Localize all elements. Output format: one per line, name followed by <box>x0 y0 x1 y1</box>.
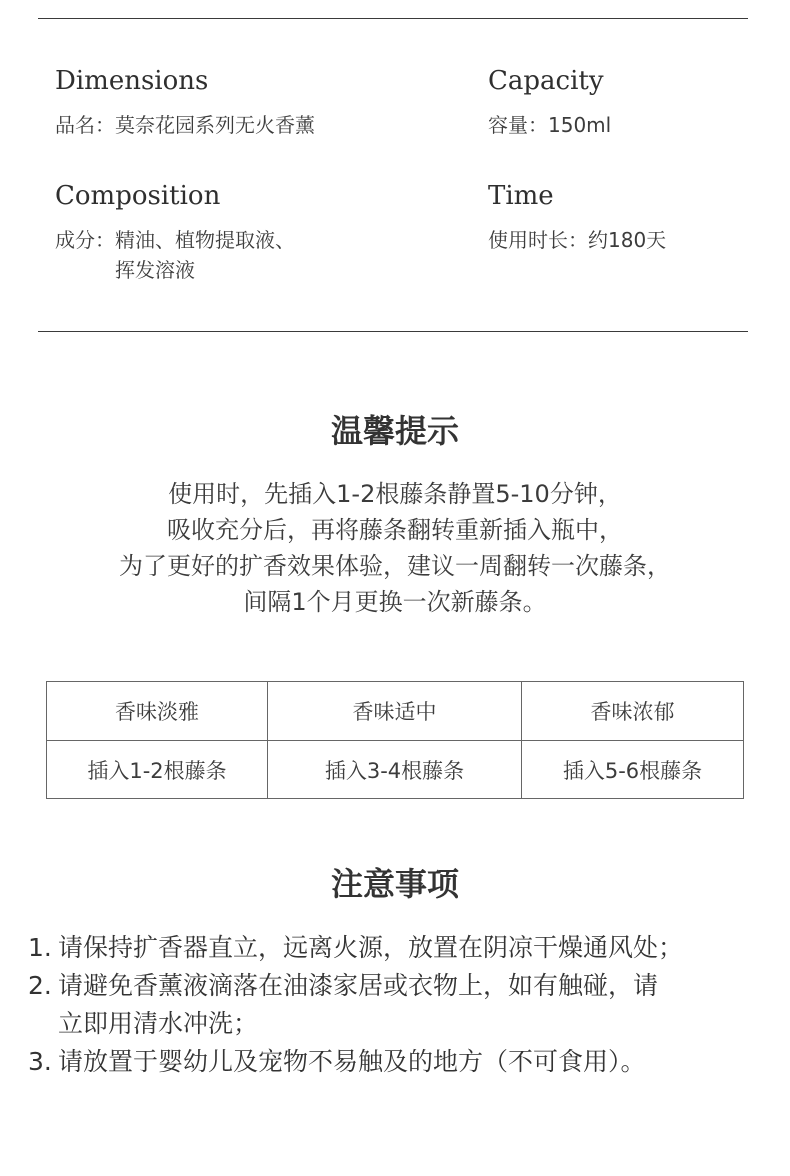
tips-line: 吸收充分后，再将藤条翻转重新插入瓶中， <box>167 516 623 544</box>
table-cell: 插入5-6根藤条 <box>522 741 744 799</box>
table-header-cell: 香味适中 <box>268 682 522 741</box>
spec-value: 精油、植物提取液、 挥发溶液 <box>115 228 295 282</box>
list-item <box>28 1043 768 1081</box>
tips-title: 温馨提示 <box>330 412 459 450</box>
top-divider <box>38 18 748 19</box>
spec-label: 品名： <box>55 113 115 137</box>
table-header-row <box>47 682 744 741</box>
list-item-text: 请保持扩香器直立，远离火源，放置在阴凉干燥通风处； <box>58 933 684 962</box>
spec-heading: Time <box>488 181 554 211</box>
spec-value: 150ml <box>548 113 612 137</box>
notice-list <box>28 929 768 1081</box>
spec-value-row <box>488 110 611 140</box>
list-item-text: 请避免香薰液滴落在油漆家居或衣物上，如有触碰，请 立即用清水冲洗； <box>58 971 659 1038</box>
spec-value: 约180天 <box>588 228 667 252</box>
list-item-number: 1. <box>28 933 52 962</box>
tips-line: 为了更好的扩香效果体验，建议一周翻转一次藤条， <box>119 552 671 580</box>
spec-heading: Dimensions <box>55 66 209 96</box>
spec-label: 使用时长： <box>488 228 588 252</box>
spec-value: 莫奈花园系列无火香薰 <box>115 113 315 137</box>
list-item-number: 3. <box>28 1047 52 1076</box>
list-item <box>28 929 768 967</box>
spec-label: 容量： <box>488 113 548 137</box>
spec-label: 成分： <box>55 228 115 252</box>
table-cell: 插入1-2根藤条 <box>47 741 268 799</box>
spec-value-row <box>488 225 666 255</box>
tips-body <box>0 476 790 620</box>
list-item <box>28 967 768 1043</box>
table-header-cell: 香味淡雅 <box>47 682 268 741</box>
spec-heading: Capacity <box>488 66 604 96</box>
notice-title: 注意事项 <box>330 865 459 903</box>
table-header-cell: 香味浓郁 <box>522 682 744 741</box>
spec-value-row <box>55 225 295 285</box>
spec-composition <box>55 181 295 285</box>
tips-line: 使用时，先插入1-2根藤条静置5-10分钟， <box>168 480 622 508</box>
list-item-number: 2. <box>28 971 52 1000</box>
tips-line: 间隔1个月更换一次新藤条。 <box>243 588 547 616</box>
bottom-divider <box>38 331 748 332</box>
scent-strength-table <box>46 681 744 799</box>
spec-time <box>488 181 666 255</box>
spec-value-row <box>55 110 315 140</box>
spec-capacity <box>488 66 611 140</box>
list-item-text: 请放置于婴幼儿及宠物不易触及的地方（不可食用）。 <box>58 1047 646 1076</box>
spec-dimensions <box>55 66 315 140</box>
table-row <box>47 741 744 799</box>
table-cell: 插入3-4根藤条 <box>268 741 522 799</box>
spec-heading: Composition <box>55 181 221 211</box>
